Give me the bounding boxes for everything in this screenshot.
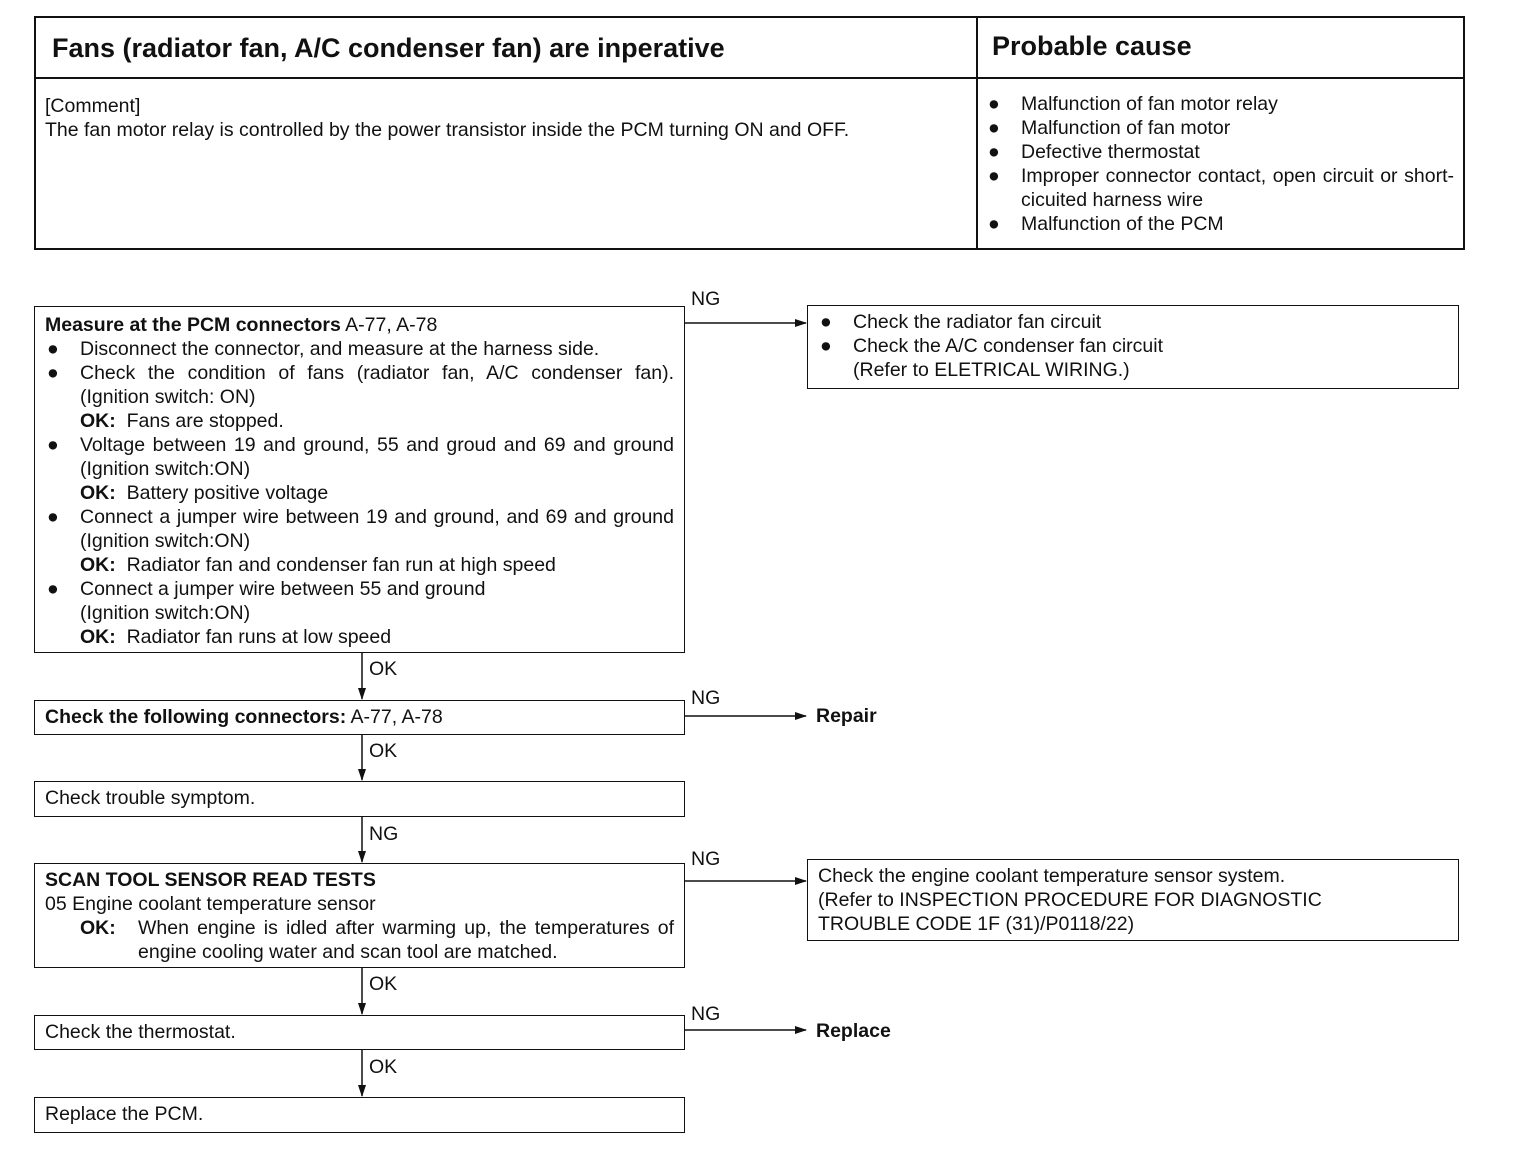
step1-ng-label: NG [691,288,721,310]
probable-cause-title: Probable cause [992,31,1192,61]
step1-ok: OK: Radiator fan runs at low speed [80,626,392,648]
ng-result-item: ● Check the radiator fan circuit [820,311,1102,333]
cause-item: ● Malfunction of the PCM [988,213,1224,235]
bullet-icon: ● [988,213,1000,235]
arrow1-label: OK [369,658,398,680]
step4-title: SCAN TOOL SENSOR READ TESTS [45,869,376,891]
bullet-icon: ● [988,141,1000,163]
step5-text: Check the thermostat. [45,1021,236,1043]
step1-item: ● Check the condition of fans (radiator fan, A/C condenser fan). (Ignition switch: ON) [47,362,674,408]
step2-title-suffix: A-77, A-78 [346,706,443,728]
ng-result-line: Check the engine coolant temperature sensor system. [818,865,1286,887]
step1-ok: OK: Battery positive voltage [80,482,329,504]
bullet-icon: ● [988,93,1000,115]
step1-box [34,306,685,653]
step6-text: Replace the PCM. [45,1103,204,1125]
step1-ok: OK: Fans are stopped. [80,410,284,432]
ng-result-item: ● Check the A/C condenser fan circuit [820,335,1163,357]
arrow5-label: OK [369,1056,398,1078]
step2-box [34,700,685,735]
ng-result-line: TROUBLE CODE 1F (31)/P0118/22) [818,913,1135,935]
arrow3-label: NG [369,823,399,845]
step6-box [34,1097,685,1133]
step4-line: 05 Engine coolant temperature sensor [45,893,376,915]
step1-ok: OK: Radiator fan and condenser fan run at high speed [80,554,556,576]
cause-item: ● Malfunction of fan motor [988,117,1231,139]
step3-box [34,781,685,817]
step2-ng-label: NG [691,687,721,709]
step5-ng-result: Replace [816,1020,891,1042]
ng-result-note: (Refer to ELETRICAL WIRING.) [853,359,1130,381]
step1-title: Measure at the PCM connectors A-77, A-78 [45,314,438,336]
step1-item: ● Connect a jumper wire between 55 and ground [47,578,486,600]
step4-ng-label: NG [691,848,721,870]
step1-item: ● Connect a jumper wire between 19 and ground, and 69 and ground (Ignition switch:ON) [47,506,674,552]
arrow4-label: OK [369,973,398,995]
cause-item: ● Defective thermostat [988,141,1200,163]
ng-result-line: (Refer to INSPECTION PROCEDURE FOR DIAGNOSTIC [818,889,1322,911]
step5-box [34,1015,685,1050]
step4-ng-result-box [807,859,1459,941]
bullet-icon: ● [47,362,59,384]
bullet-icon: ● [820,335,832,357]
step5-ng-label: NG [691,1003,721,1025]
step1-item: ● Voltage between 19 and ground, 55 and groud and 69 and ground (Ignition switch:ON) [47,434,674,480]
bullet-icon: ● [820,311,832,333]
bullet-icon: ● [47,434,59,456]
step4-box [34,863,685,968]
cause-item: ● Improper connector contact, open circuit or short-cicuited harness wire [988,165,1454,211]
step1-ng-result-box [807,305,1459,389]
step1-item: ● Disconnect the connector, and measure at the harness side. [47,338,600,360]
bullet-icon: ● [47,506,59,528]
step1-item-note: (Ignition switch:ON) [80,602,251,624]
comment-label: [Comment] [45,95,141,117]
comment-text: The fan motor relay is controlled by the power transistor inside the PCM turning ON and OFF. [45,119,850,141]
arrow2-label: OK [369,740,398,762]
bullet-icon: ● [47,338,59,360]
step2-ng-result: Repair [816,705,877,727]
step3-text: Check trouble symptom. [45,787,256,809]
bullet-icon: ● [47,578,59,600]
bullet-icon: ● [988,117,1000,139]
page-title: Fans (radiator fan, A/C condenser fan) are inperative [52,33,725,63]
step4-ok: OK: When engine is idled after warming up, the temperatures of engine cooling water and scan tool are matched. [80,917,674,963]
cause-item: ● Malfunction of fan motor relay [988,93,1278,115]
bullet-icon: ● [988,165,1000,187]
step2-title: Check the following connectors: [45,706,347,728]
